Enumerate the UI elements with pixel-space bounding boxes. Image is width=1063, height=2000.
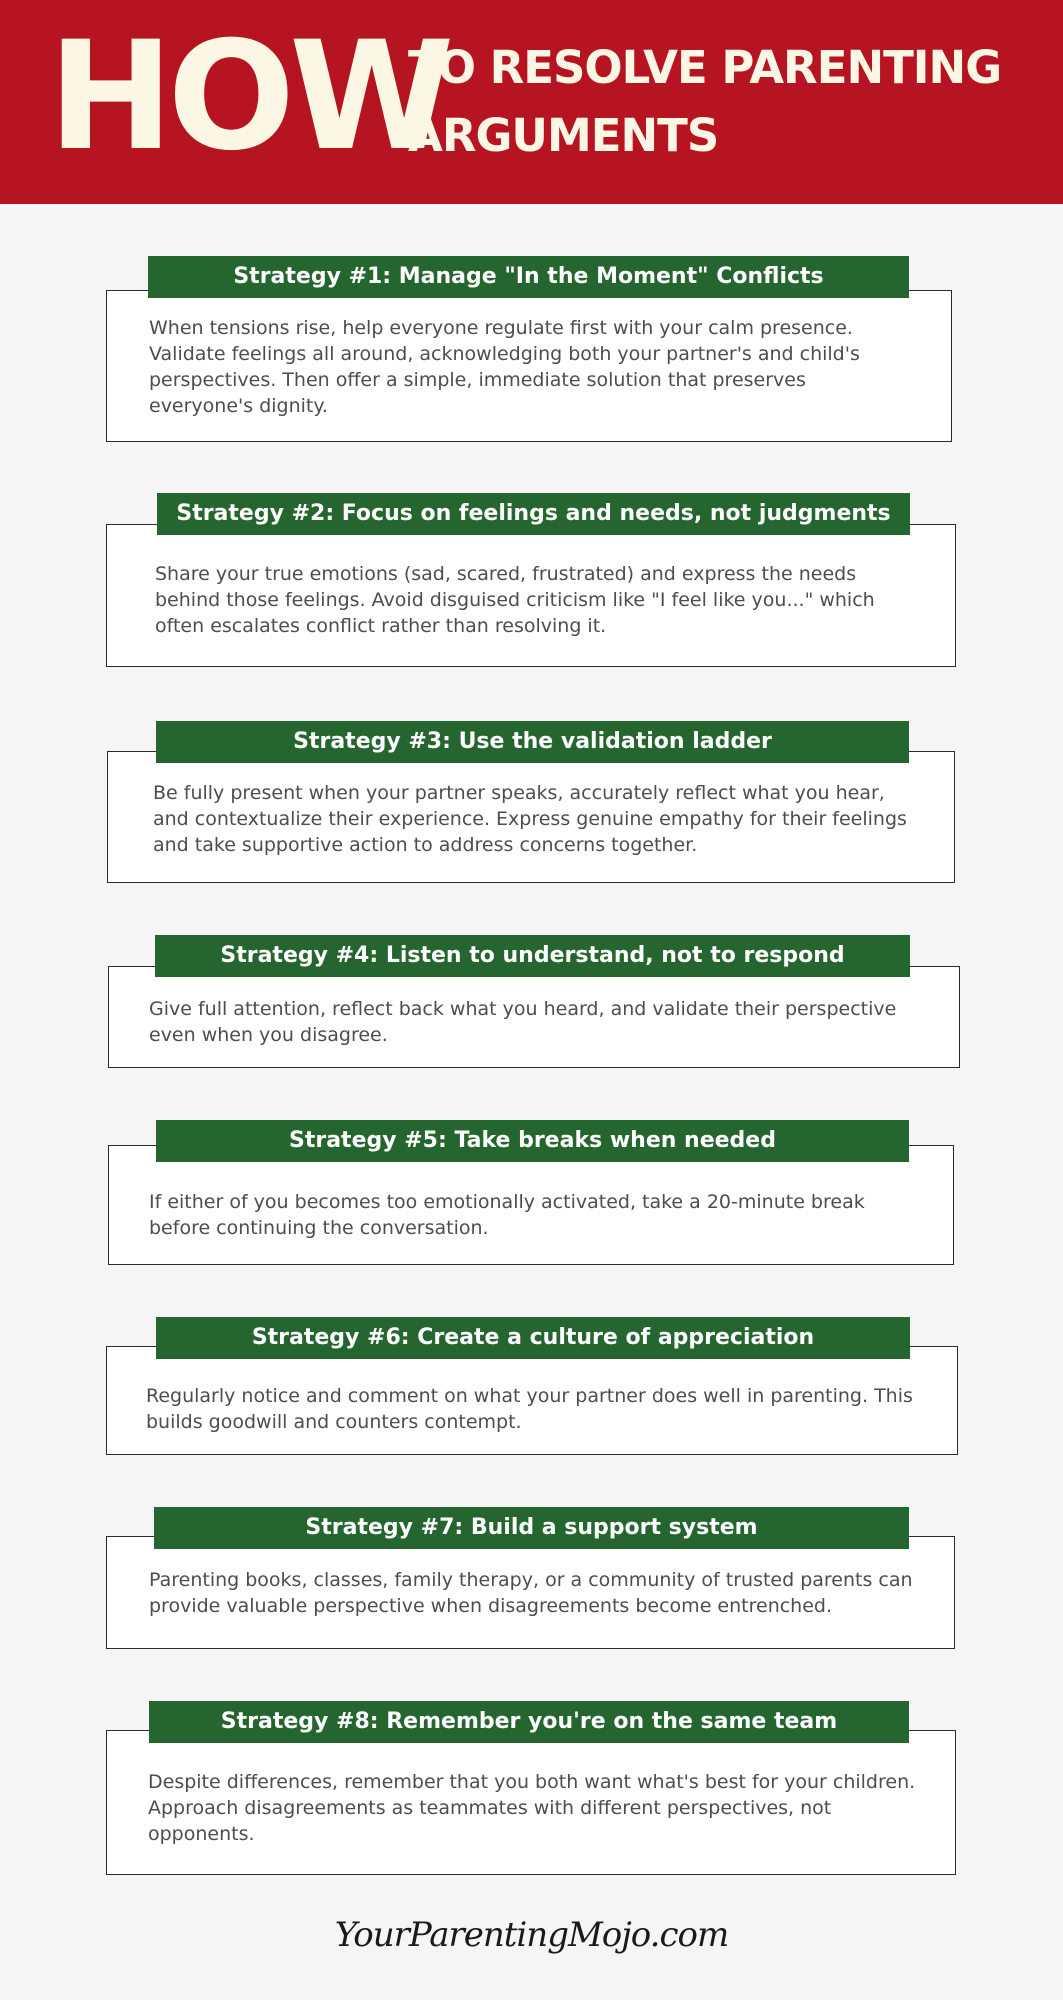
strategy-card-3 bbox=[107, 751, 955, 883]
strategy-card-6 bbox=[106, 1346, 958, 1455]
strategy-title-7: Strategy #7: Build a support system bbox=[154, 1507, 909, 1549]
site-signature: YourParentingMojo.com bbox=[334, 1915, 729, 1955]
strategy-title-4: Strategy #4: Listen to understand, not to respond bbox=[155, 935, 910, 977]
strategy-body-6: Regularly notice and comment on what your partner does well in parenting. This builds goodwill and counters contempt. bbox=[146, 1385, 913, 1433]
strategy-title-5: Strategy #5: Take breaks when needed bbox=[156, 1120, 909, 1162]
strategy-title-8: Strategy #8: Remember you're on the same team bbox=[149, 1701, 909, 1743]
strategy-card-5 bbox=[108, 1145, 954, 1265]
strategy-body-2: Share your true emotions (sad, scared, frustrated) and express the needs behind those feelings. Avoid disguised criticism like "I feel like you..." which often escalates conflict rather than resolving it. bbox=[155, 563, 875, 637]
strategy-card-4 bbox=[108, 966, 960, 1068]
headline-subtitle bbox=[408, 34, 1048, 170]
strategy-body-4: Give full attention, reflect back what you heard, and validate their perspective even when you disagree. bbox=[149, 998, 897, 1046]
strategy-body-3: Be fully present when your partner speaks, accurately reflect what you hear, and contextualize their experience. Express genuine empathy for their feelings and take supportive action to address concerns together. bbox=[153, 782, 907, 856]
header-banner bbox=[0, 0, 1063, 204]
strategy-card-7 bbox=[106, 1536, 955, 1649]
strategy-body-8: Despite differences, remember that you both want what's best for your children. Approach disagreements as teammates with different perspectives, not opponents. bbox=[148, 1771, 916, 1845]
strategy-card-2 bbox=[106, 524, 956, 667]
headline-how: HOW bbox=[48, 10, 449, 184]
strategy-title-6: Strategy #6: Create a culture of appreciation bbox=[156, 1317, 910, 1359]
strategy-title-1: Strategy #1: Manage "In the Moment" Conflicts bbox=[148, 256, 909, 298]
strategy-card-1 bbox=[106, 290, 952, 442]
strategy-title-3: Strategy #3: Use the validation ladder bbox=[156, 721, 909, 763]
headline-line-2: ARGUMENTS bbox=[408, 109, 719, 162]
headline-line-1: TO RESOLVE PARENTING bbox=[408, 41, 1002, 94]
strategy-body-7: Parenting books, classes, family therapy, or a community of trusted parents can provide valuable perspective when disagreements become entrenched. bbox=[149, 1569, 913, 1617]
strategy-title-2: Strategy #2: Focus on feelings and needs, not judgments bbox=[157, 493, 910, 535]
strategy-card-8 bbox=[106, 1730, 956, 1875]
strategy-body-5: If either of you becomes too emotionally activated, take a 20-minute break before continuing the conversation. bbox=[149, 1191, 865, 1239]
strategy-body-1: When tensions rise, help everyone regulate first with your calm presence. Validate feelings all around, acknowledging both your partner's and child's perspectives. Then offer a simple, immediate solution that preserves everyone's dignity. bbox=[149, 317, 860, 417]
